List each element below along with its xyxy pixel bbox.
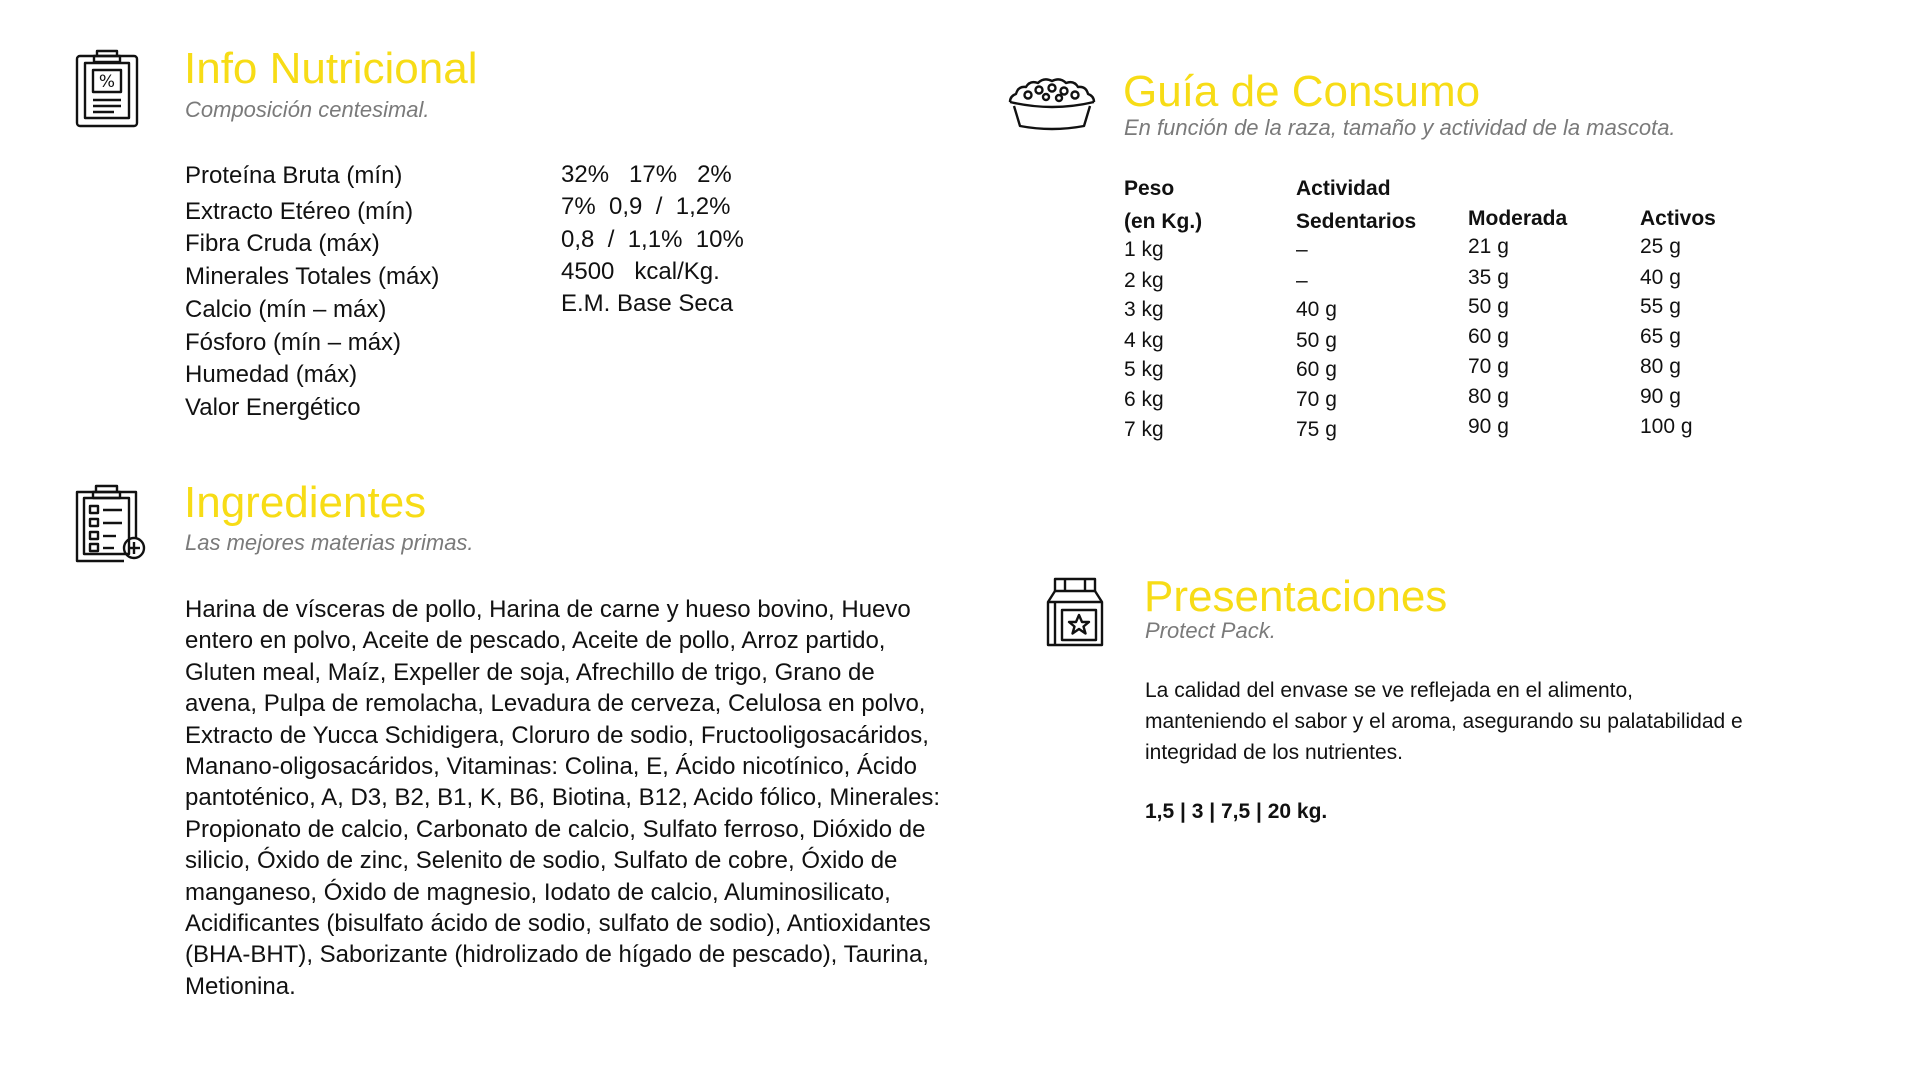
food-bowl-icon	[1006, 76, 1098, 132]
cell-moderate: 80 g	[1468, 385, 1509, 408]
header-activity: Actividad	[1296, 177, 1391, 200]
guide-subtitle: En función de la raza, tamaño y actividad de la mascota.	[1124, 115, 1676, 140]
ingredients-subtitle: Las mejores materias primas.	[185, 530, 474, 555]
header-moderate: Moderada	[1468, 207, 1568, 230]
clipboard-percent-icon	[74, 48, 140, 128]
cell-active: 55 g	[1640, 295, 1681, 318]
cell-sedentary: 40 g	[1296, 298, 1337, 321]
cell-sedentary: 60 g	[1296, 358, 1337, 381]
cell-moderate: 70 g	[1468, 355, 1509, 378]
svg-text:%: %	[98, 72, 116, 92]
ingredients-list: Harina de vísceras de pollo, Harina de carne y hueso bovino, Huevo entero en polvo, Aceite de pescado, Aceite de pollo, Arroz partido, Gluten meal, Maíz, Expeller de soja, Afrechillo de trigo, Grano de avena, Pulpa de remolacha, Levadura de cerveza, Celulosa en polvo, Extracto de Yucca Schidigera, Cloruro de sodio, Fructooligosacáridos, Manano-oligosacáridos, Vitaminas: Colina, E, Ácido nicotínico, Ácido pantoténico, A, D3, B2, B1, K, B6, Biotina, B12, Acido fólico, Minerales: Propionato de calcio, Carbonato de calcio, Sulfato ferroso, Dióxido de silicio, Óxido de zinc, Selenito de sodio, Sulfato de cobre, Óxido de manganeso, Óxido de magnesio, Iodato de calcio, Aluminosilicato, Acidificantes (bisulfato ácido de sodio, sulfato de sodio), Antioxidantes (BHA-BHT), Saborizante (hidrolizado de hígado de pescado), Taurina, Metionina.	[185, 596, 941, 1000]
nutrient-label: Humedad (máx)	[185, 361, 358, 388]
presentations-sizes: 1,5 | 3 | 7,5 | 20 kg.	[1145, 800, 1328, 823]
header-sedentary: Sedentarios	[1296, 210, 1417, 233]
cell-moderate: 50 g	[1468, 295, 1509, 318]
cell-weight: 1 kg	[1124, 238, 1164, 261]
cell-sedentary: 70 g	[1296, 388, 1337, 411]
nutrient-value: 32% 17% 2%	[561, 161, 732, 188]
nutrition-subtitle: Composición centesimal.	[185, 97, 430, 122]
cell-moderate: 21 g	[1468, 235, 1509, 258]
nutrient-label: Minerales Totales (máx)	[185, 263, 440, 290]
presentations-title: Presentaciones	[1144, 572, 1448, 621]
nutrient-label: Fibra Cruda (máx)	[185, 230, 380, 257]
clipboard-checklist-icon	[74, 482, 148, 564]
cell-sedentary: –	[1296, 269, 1308, 292]
nutrient-value: E.M. Base Seca	[561, 290, 734, 317]
nutrient-label: Valor Energético	[185, 394, 361, 421]
presentations-subtitle: Protect Pack.	[1145, 618, 1276, 643]
nutrient-value: 0,8 / 1,1% 10%	[561, 226, 744, 253]
ingredients-title: Ingredientes	[184, 478, 427, 527]
guide-title: Guía de Consumo	[1123, 67, 1481, 116]
nutrient-label: Calcio (mín – máx)	[185, 296, 387, 323]
nutrient-label: Proteína Bruta (mín)	[185, 162, 403, 189]
nutrient-label: Fósforo (mín – máx)	[185, 329, 402, 356]
cell-weight: 3 kg	[1124, 298, 1164, 321]
header-weight-unit: (en Kg.)	[1124, 210, 1203, 233]
cell-active: 90 g	[1640, 385, 1681, 408]
cell-weight: 5 kg	[1124, 358, 1164, 381]
cell-sedentary: –	[1296, 238, 1308, 261]
nutrition-title: Info Nutricional	[184, 44, 478, 93]
header-active: Activos	[1640, 207, 1716, 230]
presentations-description: La calidad del envase se ve reflejada en el alimento, manteniendo el sabor y el aroma, asegurando su palatabilidad e integridad de los nutrientes.	[1145, 679, 1743, 764]
cell-active: 25 g	[1640, 235, 1681, 258]
cell-active: 80 g	[1640, 355, 1681, 378]
nutrient-value: 7% 0,9 / 1,2%	[561, 193, 731, 220]
cell-sedentary: 75 g	[1296, 418, 1337, 441]
food-bag-icon	[1045, 576, 1105, 648]
nutrient-label: Extracto Etéreo (mín)	[185, 198, 414, 225]
cell-weight: 4 kg	[1124, 329, 1164, 352]
nutrient-value: 4500 kcal/Kg.	[561, 258, 720, 285]
cell-weight: 2 kg	[1124, 269, 1164, 292]
cell-sedentary: 50 g	[1296, 329, 1337, 352]
header-weight: Peso	[1124, 177, 1175, 200]
cell-weight: 7 kg	[1124, 418, 1164, 441]
cell-active: 40 g	[1640, 266, 1681, 289]
cell-active: 100 g	[1640, 415, 1693, 438]
cell-moderate: 90 g	[1468, 415, 1509, 438]
cell-moderate: 35 g	[1468, 266, 1509, 289]
cell-active: 65 g	[1640, 325, 1681, 348]
cell-weight: 6 kg	[1124, 388, 1164, 411]
cell-moderate: 60 g	[1468, 325, 1509, 348]
